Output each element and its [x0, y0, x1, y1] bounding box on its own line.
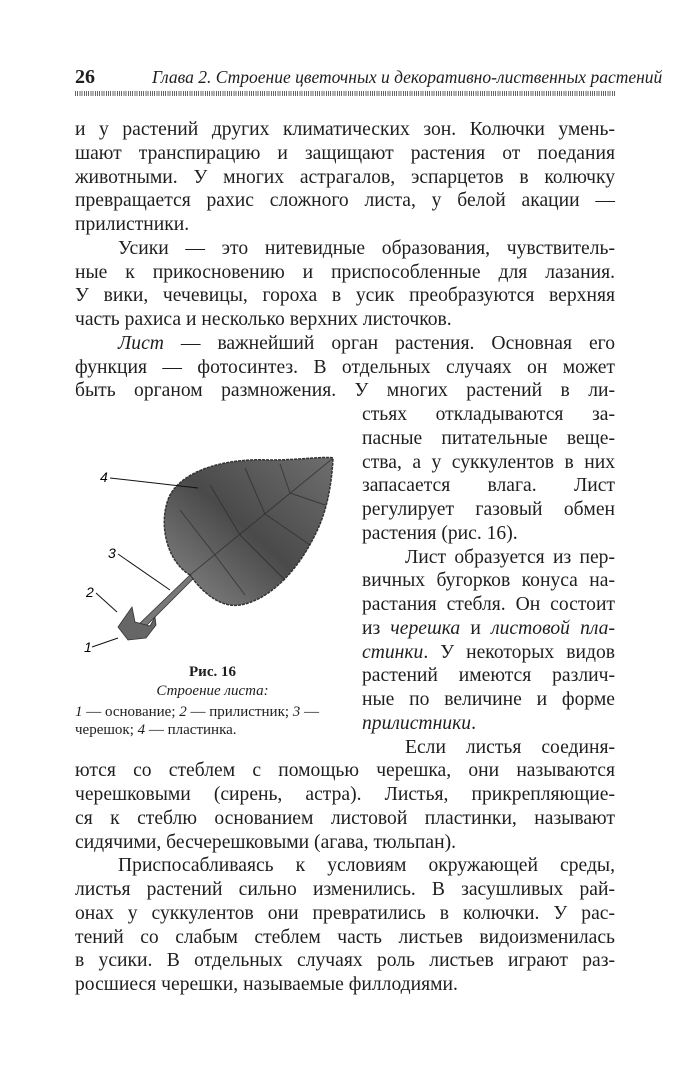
text-line: [362, 498, 615, 522]
text-run: тений со слабым стеблем часть листьев видоизменилась: [75, 926, 615, 948]
text-run: Лист образуется из пер-: [405, 546, 615, 568]
running-title: Глава 2. Строение цветочных и декоративно-лиственных растений: [152, 67, 663, 87]
text-line: [362, 617, 615, 641]
text-line: [75, 973, 615, 997]
header-rule: [75, 91, 615, 96]
text-line: [75, 308, 615, 332]
stipule-base: [118, 607, 156, 640]
legend-text: — пластинка.: [145, 722, 237, 738]
text-run: ные по величине и форме: [362, 689, 615, 710]
text-line: [118, 237, 615, 261]
text-run: прилистники.: [75, 214, 190, 235]
text-line: [75, 902, 615, 926]
label-3: 3: [108, 545, 116, 561]
text-run: растений имеются различ-: [362, 665, 615, 687]
label-4: 4: [100, 469, 108, 485]
text-line: [362, 569, 615, 593]
text-line: [75, 142, 615, 166]
text-line: [75, 379, 615, 403]
legend-text: 3: [292, 704, 301, 720]
text-run: быть органом размножения. У многих растений в ли-: [75, 380, 615, 402]
text-line: [75, 878, 615, 902]
text-run: и: [460, 617, 492, 639]
text-run: запасается влага. Лист: [362, 475, 615, 497]
petiole: [136, 575, 193, 631]
text-line: [362, 451, 615, 475]
text-run: ства, а у суккулентов в них: [362, 451, 615, 473]
text-run: ются со стеблем с помощью черешка, они называются: [75, 760, 615, 782]
figure-leaf: [70, 440, 370, 665]
text-run: часть рахиса и несколько верхних листочков.: [75, 309, 452, 330]
text-line: [75, 831, 615, 855]
text-run: росшиеся черешки, называемые филлодиями.: [75, 974, 458, 995]
text-line: [75, 759, 615, 783]
emphasis-text: черешка: [390, 617, 461, 639]
text-run: . У некоторых видов: [423, 641, 615, 663]
text-line: [75, 213, 615, 237]
text-run: Приспосабливаясь к условиям окружающей среды,: [118, 855, 615, 877]
text-run: ные к прикосновению и приспособленные для лазания.: [75, 261, 615, 283]
figure-title: Строение листа:: [156, 683, 269, 699]
legend-text: —: [300, 704, 320, 720]
page-number: 26: [75, 66, 95, 88]
text-line: [405, 546, 615, 570]
text-line: [75, 261, 615, 285]
text-line: [75, 783, 615, 807]
text-line: [75, 949, 615, 973]
label-1: 1: [84, 639, 92, 655]
text-run: пасные питательные веще-: [362, 427, 615, 449]
text-run: Если листья соединя-: [405, 736, 615, 758]
text-line: [362, 664, 615, 688]
text-run: в усики. В отдельных случаях роль листьев играют раз-: [75, 950, 615, 972]
figure-legend-line: [75, 703, 319, 721]
figure-number: Рис. 16: [189, 664, 236, 680]
text-line: [75, 118, 615, 142]
text-run: сидячими, бесчерешковыми (агава, тюльпан).: [75, 831, 456, 853]
figure-legend-line: [75, 721, 237, 739]
text-run: Усики — это нитевидные образования, чувствитель-: [118, 237, 615, 259]
emphasis-text: листовой пла-: [491, 617, 616, 639]
label-2: 2: [86, 584, 94, 600]
text-run: регулирует газовый обмен: [362, 499, 615, 520]
legend-text: 4: [137, 722, 146, 738]
text-line: [75, 926, 615, 950]
text-line: [75, 189, 615, 213]
text-line: [362, 593, 615, 617]
text-line: [75, 356, 615, 380]
text-run: вичных бугорков конуса на-: [362, 570, 615, 592]
legend-text: — основание;: [82, 704, 180, 720]
text-run: — важнейший орган растения. Основная его: [163, 332, 615, 354]
text-run: функция — фотосинтез. В отдельных случаях он может: [75, 356, 615, 378]
text-run: У вики, чечевицы, гороха в усик преобразуются верхняя: [75, 285, 615, 307]
leaf-blade: [164, 457, 333, 605]
text-run: онах у суккулентов они превратились в колючки. У рас-: [75, 902, 615, 924]
legend-text: 2: [179, 704, 187, 720]
text-line: [362, 641, 615, 665]
text-line: [362, 427, 615, 451]
text-run: и у растений других климатических зон. Колючки умень-: [75, 119, 615, 140]
emphasis-text: Лист: [118, 332, 164, 354]
text-line: [405, 736, 615, 760]
text-run: шают транспирацию и защищают растения от поедания: [75, 142, 615, 164]
text-run: превращается рахис сложного листа, у белой акации —: [75, 190, 615, 212]
emphasis-text: стинки: [362, 641, 424, 663]
emphasis-text: прилистники: [362, 712, 472, 734]
text-run: животными. У многих астрагалов, эспарцетов в колючку: [75, 166, 615, 188]
text-run: растения (рис. 16).: [362, 522, 518, 544]
legend-text: — прилистник;: [186, 704, 293, 720]
text-line: [362, 712, 615, 736]
legend-text: черешок;: [75, 722, 138, 738]
text-line: [362, 688, 615, 712]
text-run: растания стебля. Он состоит: [362, 594, 615, 615]
text-run: листья растений сильно изменились. В засушливых рай-: [75, 879, 615, 900]
text-run: стьях откладываются за-: [362, 404, 615, 425]
text-line: [75, 807, 615, 831]
legend-text: 1: [75, 704, 83, 720]
text-line: [362, 474, 615, 498]
text-run: ся к стеблю основанием листовой пластинки, называют: [75, 807, 615, 829]
text-line: [362, 522, 615, 546]
text-run: .: [471, 712, 476, 734]
text-run: черешковыми (сирень, астра). Листья, прикрепляющие-: [75, 784, 615, 805]
text-line: [118, 332, 615, 356]
text-line: [362, 403, 615, 427]
text-line: [75, 166, 615, 190]
text-run: из: [362, 617, 391, 639]
leaf-illustration: [70, 440, 370, 665]
text-line: [118, 854, 615, 878]
text-line: [75, 284, 615, 308]
